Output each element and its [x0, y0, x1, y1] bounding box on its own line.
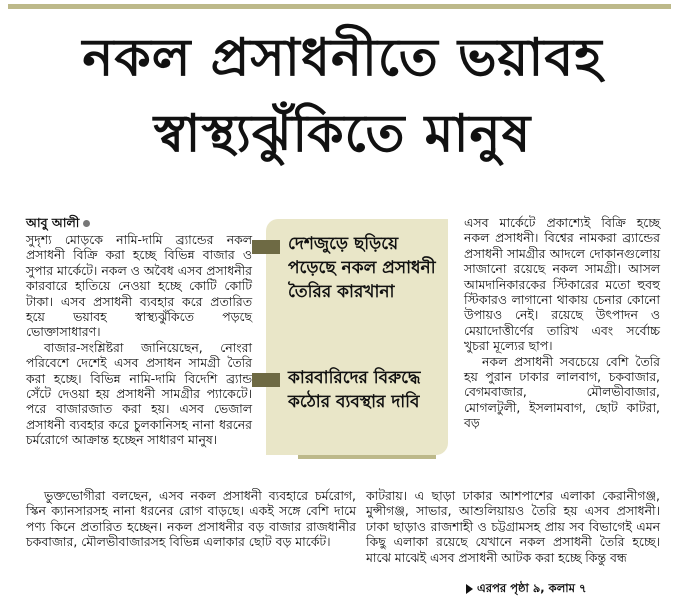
article-column-1-continued	[26, 488, 356, 550]
arrow-right-icon	[466, 584, 473, 594]
article-paragraph: বাজার-সংশ্লিষ্টরা জানিয়েছেন, নোংরা পরিবেশে দেশেই এসব প্রসাধন সামগ্রী তৈরি করা হচ্ছে। বিভিন্ন নামি-দামি বিদেশি ব্র্যান্ড সেঁটে দেওয়া হয় প্রসাধনী সামগ্রীর প্যাকেটে। পরে বাজারজাত করা হয়। এসব ভেজাল প্রসাধনী ব্যবহার করে চুলকানিসহ নানা ধরনের চর্মরোগে আক্রান্ত হচ্ছেন সাধারণ মানুষ।	[26, 339, 252, 448]
top-rule	[8, 4, 671, 9]
headline-line-1: নকল প্রসাধনীতে ভয়াবহ	[82, 28, 603, 88]
headline-line-2: স্বাস্থ্যঝুঁকিতে মানুষ	[153, 104, 532, 164]
pullquote-marker-icon	[252, 240, 280, 254]
byline-dot-icon	[83, 220, 90, 227]
pullquote-underline	[298, 455, 436, 459]
article-column-3	[464, 215, 660, 431]
article-paragraph: ভুক্তভোগীরা বলছেন, এসব নকল প্রসাধনী ব্যবহারে চর্মরোগ, স্কিন ক্যানসারসহ নানা ধরনের রোগ বাড়ছে। একই সঙ্গে বেশি দামে পণ্য কিনে প্রতারিত হচ্ছেন। নকল প্রসাধনীর বড় বাজার রাজধানীর চকবাজার, মৌলভীবাজারসহ বিভিন্ন এলাকার ছোট বড় মার্কেট।	[26, 488, 356, 550]
continuation-note	[466, 580, 587, 599]
article-paragraph: সুদৃশ্য মোড়কে নামি-দামি ব্র্যান্ডের নকল প্রসাধনী বিক্রি করা হচ্ছে বিভিন্ন বাজার ও সুপার মার্কেটে। নকল ও অবৈধ এসব প্রসাধনীর কারবারে হাতিয়ে নেওয়া হচ্ছে কোটি কোটি টাকা। এসব প্রসাধনী ব্যবহার করে প্রতারিত হয়ে ভয়াবহ স্বাস্থ্যঝুঁকিতে পড়ছে ভোক্তাসাধারণ।	[26, 232, 252, 340]
article-paragraph: কাটরায়। এ ছাড়া ঢাকার আশপাশের এলাকা কেরানীগঞ্জ, মুন্সীগঞ্জ, সাভার, আশুলিয়ায়ও তৈরি হয় এসব প্রসাধনী। ঢাকা ছাড়াও রাজশাহী ও চট্টগ্রামসহ প্রায় সব বিভাগেই এমন কিছু এলাকা রয়েছে যেখানে নকল প্রসাধনী তৈরি হচ্ছে। মাঝে মাঝেই এসব প্রসাধনী আটক করা হচ্ছে কিন্তু বন্ধ	[366, 488, 660, 565]
article-paragraph: এসব মার্কেটে প্রকাশ্যেই বিক্রি হচ্ছে নকল প্রসাধনী। বিশ্বের নামকরা ব্র্যান্ডের প্রসাধনী সামগ্রীর আদলে দোকানগুলোয় সাজানো রয়েছে নকল সামগ্রী। আসল আমদানিকারকের স্টিকারের মতো হুবহু স্টিকারও লাগানো থাকায় চেনার কোনো উপায়ও নেই। রয়েছে উৎপাদন ও মেয়াদোত্তীর্ণের তারিখ এবং সর্বোচ্চ খুচরা মূল্যের ছাপ।	[464, 215, 660, 354]
article-paragraph: নকল প্রসাধনী সবচেয়ে বেশি তৈরি হয় পুরান ঢাকার লালবাগ, চকবাজার, বেগমবাজার, মৌলভীবাজার, মোগলটুলী, ইসলামবাগ, ছোট কাটরা, বড়	[464, 353, 660, 431]
article-column-1	[26, 232, 252, 448]
continuation-text: এরপর পৃষ্ঠা ৯, কলাম ৭	[477, 581, 587, 595]
pullquote-1: দেশজুড়ে ছড়িয়ে পড়েছে নকল প্রসাধনী তৈরির কারখানা	[288, 234, 436, 302]
byline-author: আবু আলী	[26, 215, 80, 230]
pullquote-2: কারবারিদের বিরুদ্ধে কঠোর ব্যবস্থার দাবি	[288, 368, 421, 412]
pullquote-marker-icon	[252, 373, 280, 387]
article-column-3-continued	[366, 488, 660, 565]
